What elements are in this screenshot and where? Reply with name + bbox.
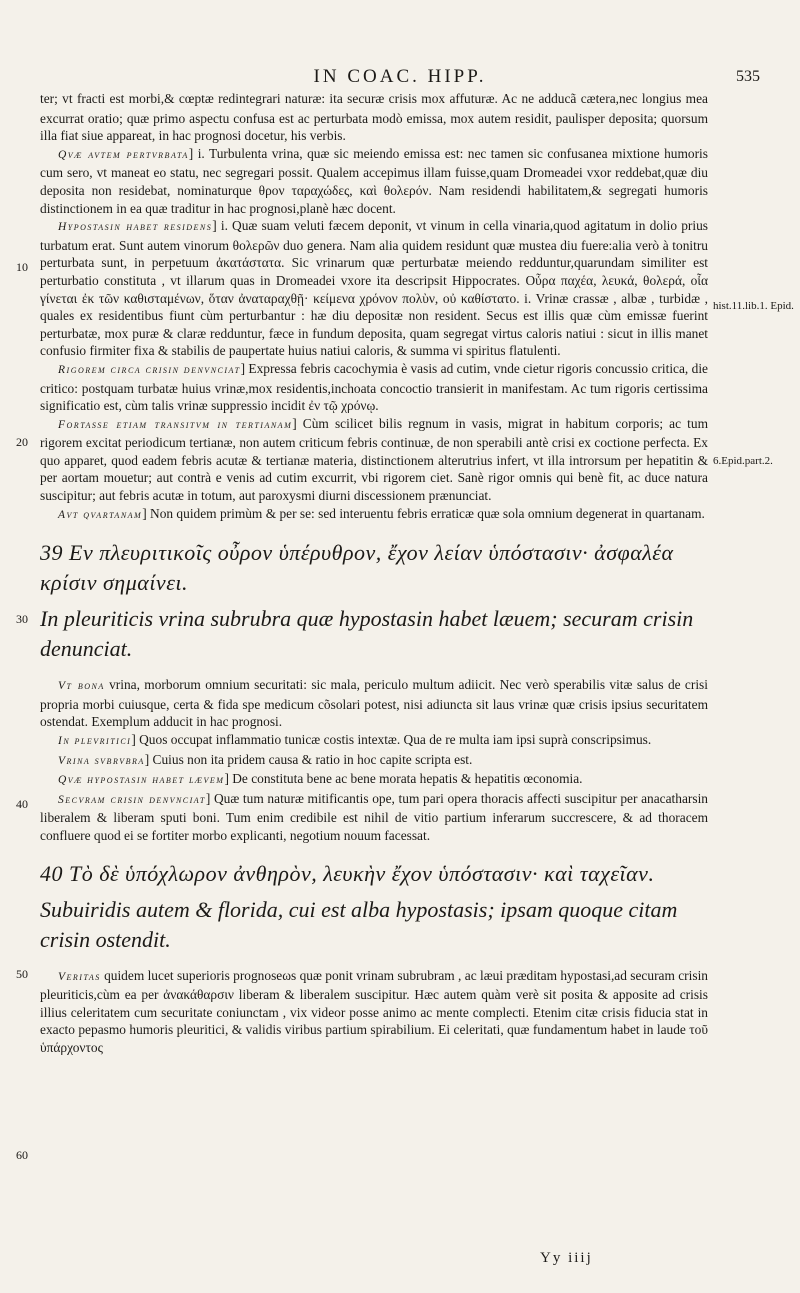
paragraph-lead: In plevritici: [58, 735, 132, 748]
paragraph: [40, 751, 708, 771]
page-footer: [0, 1250, 800, 1270]
paragraph-text: ] Quos occupat inflammatio tunicæ costis intextæ. Qua de re multa iam ipsi suprà conscripsimus.: [131, 732, 652, 748]
paragraph-lead: Vt bona: [58, 680, 105, 693]
paragraph: [40, 505, 708, 525]
page-number: 535: [736, 68, 760, 85]
aphorism-40-greek: 40 Τὸ δὲ ὑπόχλωρον ἀνθηρὸν, λευκὴν ἔχον ὑπόστασιν· καὶ ταχεῖαν.: [40, 860, 655, 886]
paragraph-text: vrina, morborum omnium securitati: sic mala, periculo multum adiicit. Nec verò sperabilis vitæ salus de crisi propria morbi cuiusque, certa & fida spe medicum cõsolari potest, nisi adiuncta sit laus vrinæ quæ crisis ipsius securitatem ostendat. Exemplum adducit in hac prognosi.: [40, 677, 708, 730]
paragraph-text: ] Cùm scilicet bilis regnum in vasis, migrat in habitum corporis; ac tum rigorem excitat periodicum tertianæ, non autem criticum febris continuæ, de non sperabili antè crisi ex coctione perfecta. Ex quo apparet, quod eadem febris acutæ & tertianæ materia, distinctionem alterutrius infert, vt illa introrsum per hepatitin & per aortam mouetur; aut contrà e venis ad cutim excurrit, vbi rigorem ciet. Sanè rigor omnis qui benè fit, ac duce natura suscipitur; aut febris acutæ in totum, aut paroxysmi diurni discessionem prænunciat.: [40, 415, 709, 504]
paragraph-lead: Hypostasin habet residens: [58, 221, 213, 234]
paragraph-lead: Veritas: [58, 970, 101, 983]
line-number: 30: [16, 612, 28, 626]
paragraph: [40, 790, 708, 845]
paragraph-text: ] Quæ tum naturæ mitificantis ope, tum pari opera thoracis affecti suscipitur per anacatharsin liberalem & liberam sputi boni. Tum enim credibile est nihil de vitio partium inferarum succrescere, & ad thoracem confluere quod ei se fortiter morbo explicanti, negotium nouum facessat.: [40, 790, 709, 843]
aphorism-39-latin: In pleuriticis vrina subrubra quæ hypostasin habet læuem; securam crisin denunciat.: [40, 606, 694, 662]
paragraph-lead: Fortasse etiam transitvm in tertianam: [58, 418, 293, 431]
paragraph: [40, 360, 708, 415]
paragraph-text: ] Non quidem primùm & per se: sed interuentu febris erraticæ quæ sola omnium degenerat in quartanam.: [142, 505, 705, 521]
line-number: 40: [16, 797, 28, 811]
paragraph-text: ] i. Turbulenta vrina, quæ sic meiendo emissa est: nec tamen sic confusanea mixtione humoris cum sero, vt maneat eo statu, nec segregari possit. Qualem accepimus illam fuisse,quam Dromeadei vxor reddebat,quæ diu deposita non residebat, nominaturque θρον ταραχώδες, καὶ θολερόν. Nam residendi habilitatem,& segregati humoris distinctionem in ea quæ traditur in hac prognosi,planè hæc docent.: [40, 145, 708, 216]
paragraph-lead: Qvæ hypostasin habet lævem: [58, 774, 225, 787]
paragraph-lead: Rigorem circa crisin denvnciat: [58, 363, 241, 376]
paragraph: [40, 145, 708, 217]
line-number: 20: [16, 435, 28, 449]
running-title: IN COAC. HIPP.: [313, 66, 487, 87]
paragraph-text: ] De constituta bene ac bene morata hepatis & hepatitis œconomia.: [224, 771, 583, 787]
paragraph-lead: Avt qvartanam: [58, 508, 143, 521]
paragraph-text: ] Cuius non ita pridem causa & ratio in hoc capite scripta est.: [144, 751, 473, 767]
paragraph: [40, 676, 708, 731]
margin-note: hist.11.lib.1. Epid.: [713, 300, 794, 312]
paragraph-text: quidem lucet superioris prognoseωs quæ ponit vrinam subrubram , ac læui præditam hypostasi,ad securam crisin pleuriticis,cùm ea per ἀνακάθαρσιν liberam & liberalem suscipitur. Hæc autem quàm verè sit posita & apposite ad crisis illius celeritatem cum securitate coniunctam , vix videor posse animo ac mente complecti. Etenim citæ crisis fiducia stat in exacto pepasmo humoris pleuritici, & validis viribus partium spirabilium. Ei celeritati, quæ fundamentum habet in laude τοῦ ὑπάρχοντος: [40, 967, 708, 1055]
paragraph-text: ] Expressa febris cacochymia è vasis ad cutim, vnde cietur rigoris concussio critica, die critico: postquam turbatæ huius vrinæ,mox residentis,inchoata concoctio transierit in manifestam. Ac tum rigoris certissima significatio est, cùm talis vrinæ suppressio incidit ἐν τῷ χρόνῳ.: [40, 360, 708, 414]
line-number: 60: [16, 1148, 28, 1162]
line-number: 10: [16, 260, 28, 274]
paragraph: [40, 217, 708, 360]
paragraph: [40, 770, 708, 790]
paragraph: [40, 415, 708, 505]
aphorism-39-greek: 39 Εν πλευριτικοῖς οὖρον ὑπέρυθρον, ἔχον λείαν ὑπόστασιν· ἀσφαλέα κρίσιν σημαίνει.: [40, 540, 674, 596]
paragraph-text: ] i. Quæ suam veluti fæcem deponit, vt vinum in cella vinaria,quod agitatum in dolio prius turbatum erat. Sunt autem vinorum θολερῶν duo genera. Nam alia quidem residunt quæ mustea diu fuere:alia verò à tonitru perturbata sunt, in perpetuum ἀκατάστατα. Sic vrinarum quæ perturbatæ meiendo redduntur,quarundam similiter est perturbatio constituta , vt illarum quas in Dromeadei vxore ita descripsit Hippocrates. Οὖρα παχέα, λευκά, θολερά, οἷα γίνεται ἐκ τῶν καθισταμένων, ὅταν ἀναταραχθῇ· κείμενα χρόνον πολὺν, οὐ καθίστατο. i. Vrinæ crassæ , albæ , turbidæ , quales ex residentibus fiunt cùm perturbantur : hæ diu depositæ non resident. Secus est illis quæ cùm emissæ fuerint perturbatæ, mox puræ & claræ redduntur, fæce in fundum deposita, quam segregat virtus caloris natiui : sicut in illis manet confusio firmiter fixa & stabilis de paupertate huius natiui caloris, & summa vi spiritus flatulenti.: [40, 218, 708, 359]
paragraph: [40, 967, 708, 1057]
text-body: [40, 90, 708, 1057]
running-header: [0, 66, 800, 90]
paragraph-lead: Vrina svbrvbra: [58, 754, 145, 767]
paragraph-lead: Secvram crisin denvnciat: [58, 793, 206, 806]
signature-mark: Yy iiij: [540, 1250, 593, 1266]
aphorism-40-latin: Subuiridis autem & florida, cui est alba hypostasis; ipsam quoque citam crisin ostendit.: [40, 896, 678, 952]
paragraph: [40, 90, 708, 145]
paragraph: [40, 731, 708, 751]
paragraph-text: ter; vt fracti est morbi,& cœptæ redintegrari naturæ: ita securæ crisis mox affuturæ. Ac ne adducã cætera,nec longius mea excurrat oratio; quæ primo aspectu confusa est ac perturbata modò emissa, mox autem residit, paulisper deposita; quorsum illa fiat siue appareat, in hac prognosi docetur, his verbis.: [40, 91, 708, 144]
line-number: 50: [16, 967, 28, 981]
margin-note: 6.Epid.part.2.: [713, 455, 773, 467]
paragraph-lead: Qvæ avtem pertvrbata: [58, 148, 189, 161]
